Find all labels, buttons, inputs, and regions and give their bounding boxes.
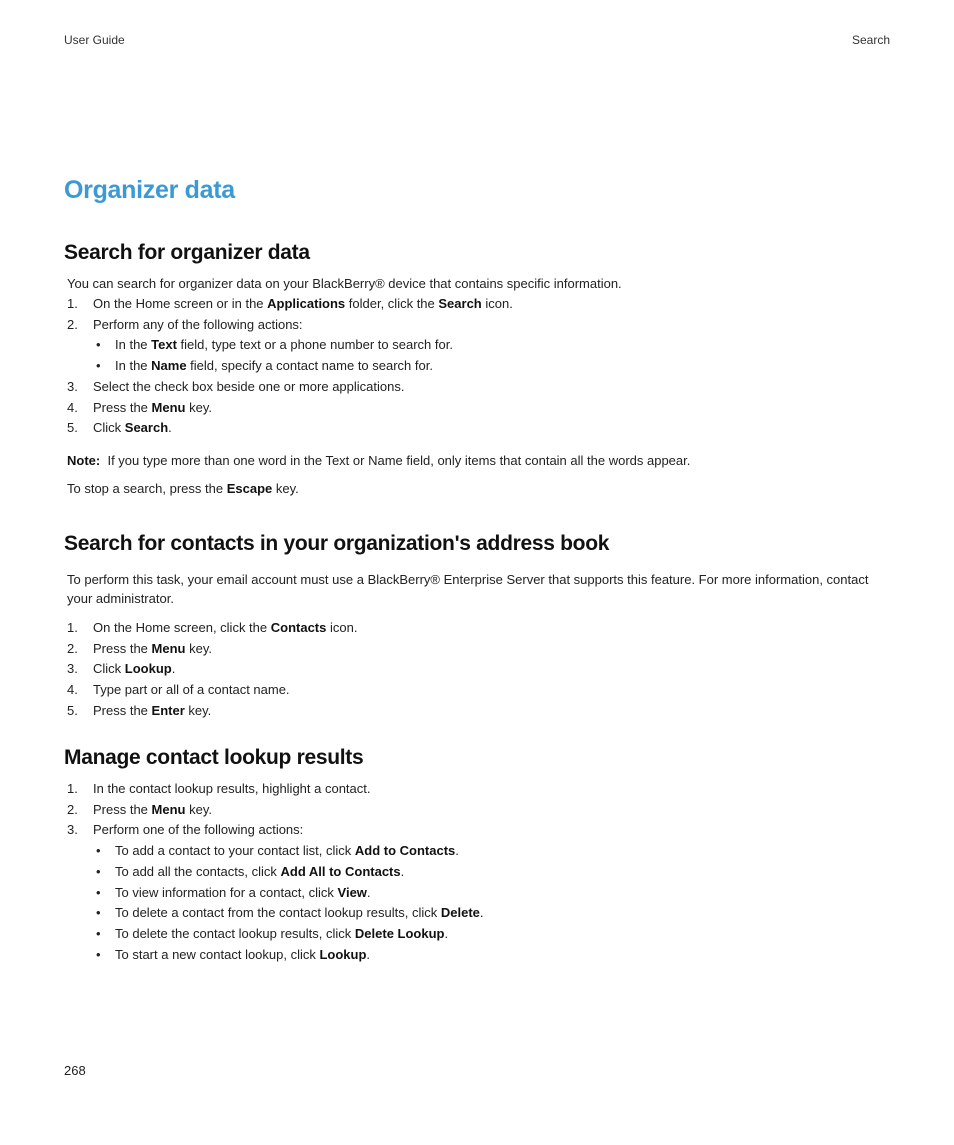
list-item: 5. Click Search. [67, 420, 172, 436]
list-item: • To add all the contacts, click Add All to Contacts. [96, 863, 405, 879]
list-item: 3. Click Lookup. [67, 661, 176, 677]
stop-search-text: To stop a search, press the Escape key. [67, 481, 299, 496]
steps-list [67, 618, 357, 722]
list-item: 3. Select the check box beside one or more applications. [67, 378, 405, 394]
note: Note: If you type more than one word in the Text or Name field, only items that contain all the words appear. [67, 453, 691, 468]
list-item: • In the Name field, specify a contact name to search for. [96, 358, 433, 374]
section-intro: To perform this task, your email account must use a BlackBerry® Enterprise Server that supports this feature. For more information, contact your administrator. [67, 572, 869, 606]
list-item: 4. Press the Menu key. [67, 399, 212, 415]
section-heading-manage-lookup: Manage contact lookup results [64, 746, 364, 769]
list-item: 4. Type part or all of a contact name. [67, 682, 290, 698]
list-item: • To delete a contact from the contact lookup results, click Delete. [96, 905, 484, 921]
steps-list [67, 294, 513, 439]
list-item: 5. Press the Enter key. [67, 702, 212, 718]
list-item: 1. In the contact lookup results, highlight a contact. [67, 781, 371, 796]
list-item: 3. Perform one of the following actions: • To add a contact to your contact list, click Add to Contacts. • To add all the contacts, click Add All to Contacts. • To view information for a contact, click View. • To delete a contact from the contact lookup results, click Delete. • To delete the contact lookup results, click Delete Lookup. • To start a new contact lookup, click Lookup. [67, 820, 484, 965]
steps-list [67, 779, 484, 965]
sub-bullet-list [93, 841, 484, 965]
section-heading-search-contacts: Search for contacts in your organization's address book [64, 532, 610, 555]
page-title: Organizer data [64, 176, 235, 204]
header-section-name: Search [851, 33, 890, 47]
note-label: Note: [67, 453, 101, 468]
list-item: 1. On the Home screen or in the Applications folder, click the Search icon. [67, 296, 513, 311]
list-item: 2. Press the Menu key. [67, 801, 212, 817]
section-heading-search-organizer-data: Search for organizer data [64, 241, 310, 264]
list-item: • To delete the contact lookup results, click Delete Lookup. [96, 925, 449, 941]
list-item: • In the Text field, type text or a phone number to search for. [96, 337, 453, 353]
list-item: • To start a new contact lookup, click Lookup. [96, 946, 371, 962]
list-item: • To view information for a contact, click View. [96, 884, 371, 900]
sub-bullet-list [93, 335, 513, 376]
list-item: 2. Perform any of the following actions: • In the Text field, type text or a phone number to search for. • In the Name field, specify a contact name to search for. [67, 315, 513, 377]
page-number: 268 [64, 1063, 86, 1078]
list-item: • To add a contact to your contact list, click Add to Contacts. [96, 843, 459, 859]
header-doc-title: User Guide [64, 33, 125, 47]
list-item: 2. Press the Menu key. [67, 640, 212, 656]
list-item: 1. On the Home screen, click the Contacts icon. [67, 620, 358, 635]
section-intro: You can search for organizer data on your BlackBerry® device that contains specific information. [67, 276, 622, 291]
